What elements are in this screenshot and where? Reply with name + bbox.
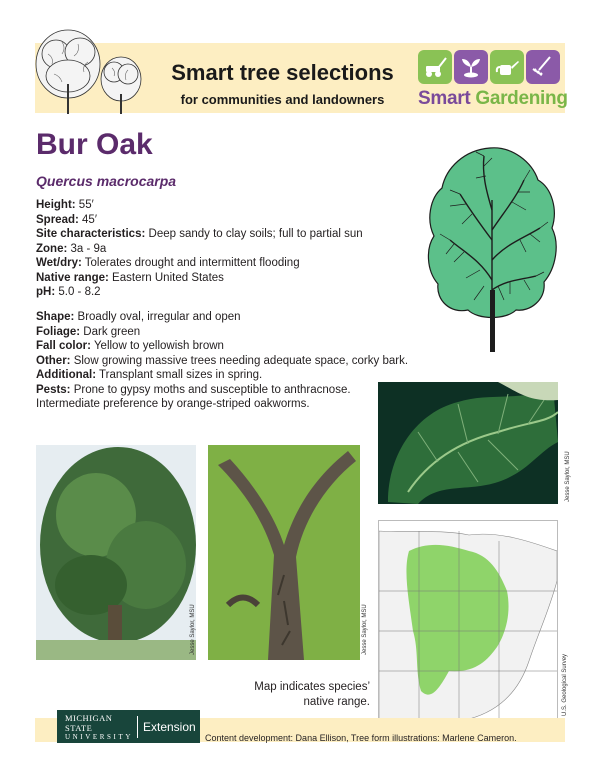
property-row: Wet/dry: Tolerates drought and intermittent flooding bbox=[36, 257, 300, 269]
watering-can-icon bbox=[490, 50, 524, 84]
property-row: Site characteristics: Deep sandy to clay soils; full to partial sun bbox=[36, 228, 363, 240]
photo-credit: U.S. Geological Survey bbox=[562, 653, 568, 716]
properties-list-2 bbox=[36, 310, 436, 412]
photo-credit: Jesse Saylor, MSU bbox=[190, 604, 196, 655]
footer-credits: Content development: Dana Ellison, Tree form illustrations: Marlene Cameron. bbox=[205, 733, 517, 743]
msu-extension-logo: MICHIGAN STATE UNIVERSITY Extension bbox=[57, 710, 200, 743]
property-row: Fall color: Yellow to yellowish brown bbox=[36, 340, 224, 352]
property-row: Height: 55′ bbox=[36, 199, 94, 211]
property-row: Shape: Broadly oval, irregular and open bbox=[36, 311, 241, 323]
property-row: Pests: Prone to gypsy moths and susceptible to anthracnose. Intermediate preference by orange-striped oakworms. bbox=[36, 383, 351, 410]
seedling-icon bbox=[454, 50, 488, 84]
property-row: pH: 5.0 - 8.2 bbox=[36, 286, 101, 298]
property-row: Zone: 3a - 9a bbox=[36, 242, 107, 255]
latin-name: Quercus macrocarpa bbox=[36, 173, 177, 189]
photo-credit: Jesse Saylor, MSU bbox=[362, 604, 368, 655]
property-row: Spread: 45′ bbox=[36, 213, 97, 226]
property-row: Other: Slow growing massive trees needing adequate space, corky bark. bbox=[36, 354, 409, 367]
header-title: Smart tree selections bbox=[171, 60, 394, 85]
property-row: Additional: Transplant small sizes in spring. bbox=[36, 369, 263, 381]
trunk-photo bbox=[208, 445, 360, 660]
rake-icon bbox=[526, 50, 560, 84]
property-row: Foliage: Dark green bbox=[36, 325, 141, 338]
smart-gardening-logo-text: Smart Gardening bbox=[418, 88, 568, 109]
tree-photo bbox=[36, 445, 196, 660]
page-title: Bur Oak bbox=[36, 128, 153, 161]
header-subtitle: for communities and landowners bbox=[180, 92, 385, 107]
native-range-map bbox=[378, 520, 558, 720]
tree-form-illustration bbox=[420, 140, 565, 352]
lawnmower-icon bbox=[418, 50, 452, 84]
properties-list-1 bbox=[36, 198, 396, 300]
map-caption: Map indicates species’ native range. bbox=[254, 681, 370, 708]
leaf-photo bbox=[378, 382, 558, 504]
property-row: Native range: Eastern United States bbox=[36, 271, 224, 284]
smart-gardening-icons bbox=[418, 50, 560, 86]
header-tree-sketch-icon bbox=[28, 24, 148, 116]
photo-credit: Jesse Saylor, MSU bbox=[565, 451, 571, 502]
